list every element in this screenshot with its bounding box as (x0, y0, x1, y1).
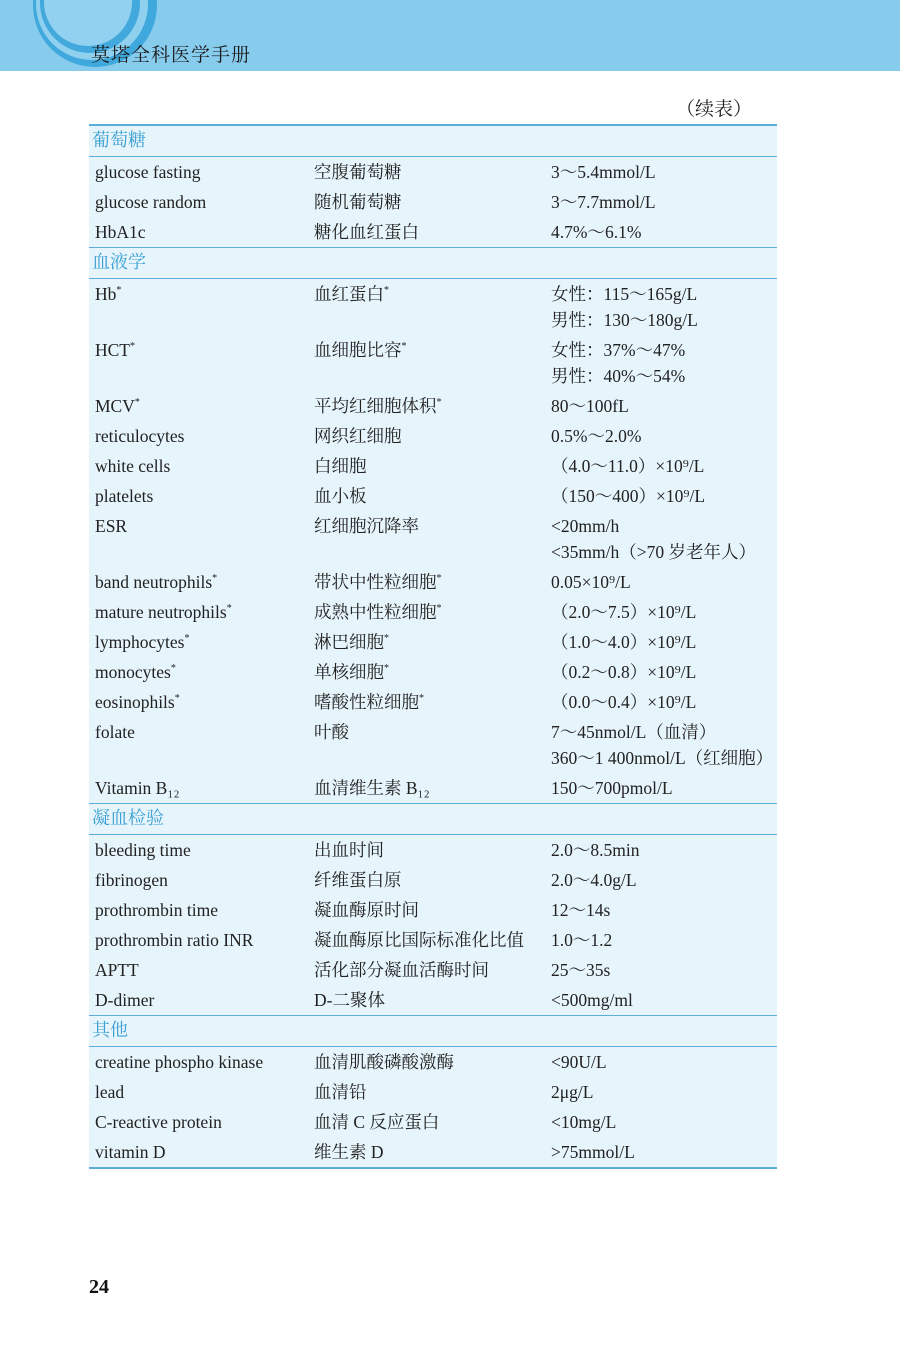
english-name: lymphocytes (95, 632, 185, 652)
reference-range: 2μg/L (551, 1082, 594, 1102)
footnote-marker: * (212, 573, 218, 584)
footnote-marker: * (436, 397, 442, 408)
footnote-marker: * (384, 633, 389, 644)
chinese-name-cell (314, 159, 551, 185)
chinese-name-cell (314, 281, 551, 333)
reference-range-cell (551, 393, 777, 419)
english-name-cell (89, 513, 314, 565)
reference-range-cell (551, 1079, 777, 1105)
reference-range-cell (551, 513, 777, 565)
reference-range: <35mm/h（>70 岁老年人） (551, 542, 756, 562)
footnote-marker: * (184, 633, 190, 644)
reference-range: >75mmol/L (551, 1142, 635, 1162)
chinese-name: 随机葡萄糖 (314, 192, 402, 212)
reference-range-cell (551, 867, 777, 893)
english-name: creatine phospho kinase (95, 1052, 264, 1072)
chinese-name-cell (314, 659, 551, 685)
footnote-marker: * (384, 663, 389, 674)
english-name: vitamin D (95, 1142, 166, 1162)
english-name-cell (89, 867, 314, 893)
table-row (89, 1137, 777, 1167)
chinese-name-cell (314, 1049, 551, 1075)
english-name: Vitamin B₁₂ (95, 778, 180, 798)
reference-range: 男性：130～180g/L (551, 310, 698, 330)
chinese-name-cell (314, 453, 551, 479)
reference-range-cell (551, 1049, 777, 1075)
reference-range-cell (551, 599, 777, 625)
chinese-name: 白细胞 (314, 456, 367, 476)
table-row (89, 657, 777, 687)
english-name: ESR (95, 516, 128, 536)
english-name: monocytes (95, 662, 171, 682)
table-row (89, 511, 777, 567)
reference-range: （0.2～0.8）×10⁹/L (551, 662, 697, 682)
english-name-cell (89, 337, 314, 389)
reference-range: 150～700pmol/L (551, 778, 673, 798)
section-header: 其他 (89, 1015, 777, 1047)
english-name-cell (89, 189, 314, 215)
reference-range: 360～1 400nmol/L（红细胞） (551, 748, 774, 768)
english-name-cell (89, 987, 314, 1013)
chinese-name-cell (314, 423, 551, 449)
footnote-marker: * (419, 693, 424, 704)
reference-range: 0.05×10⁹/L (551, 572, 631, 592)
reference-range: 男性：40%～54% (551, 366, 686, 386)
chinese-name: 活化部分凝血活酶时间 (314, 960, 489, 980)
table-row (89, 717, 777, 773)
footnote-marker: * (226, 603, 232, 614)
english-name: mature neutrophils (95, 602, 227, 622)
reference-range-cell (551, 159, 777, 185)
chinese-name-cell (314, 393, 551, 419)
reference-range: 1.0～1.2 (551, 930, 613, 950)
chinese-name: 空腹葡萄糖 (314, 162, 402, 182)
table-row (89, 773, 777, 803)
chinese-name-cell (314, 957, 551, 983)
table-row (89, 335, 777, 391)
english-name: glucose fasting (95, 162, 201, 182)
reference-range: 0.5%～2.0% (551, 426, 642, 446)
reference-range: （2.0～7.5）×10⁹/L (551, 602, 697, 622)
english-name-cell (89, 719, 314, 771)
chinese-name: 凝血酶原比国际标准化比值 (314, 930, 524, 950)
chinese-name-cell (314, 483, 551, 509)
chinese-name: 单核细胞 (314, 662, 384, 682)
section-header: 血液学 (89, 247, 777, 279)
reference-range-cell (551, 569, 777, 595)
footnote-marker: * (134, 397, 140, 408)
english-name: glucose random (95, 192, 207, 212)
reference-range-cell (551, 1139, 777, 1165)
english-name-cell (89, 159, 314, 185)
table-row (89, 1077, 777, 1107)
english-name-cell (89, 483, 314, 509)
chinese-name-cell (314, 987, 551, 1013)
english-name-cell (89, 219, 314, 245)
reference-range-cell (551, 719, 777, 771)
english-name-cell (89, 1109, 314, 1135)
reference-range-cell (551, 1109, 777, 1135)
chinese-name: 血清 C 反应蛋白 (314, 1112, 440, 1132)
footnote-marker: * (436, 573, 442, 584)
reference-range-cell (551, 775, 777, 801)
table-row (89, 1107, 777, 1137)
chinese-name: 平均红细胞体积 (314, 396, 437, 416)
table-row (89, 597, 777, 627)
reference-range-cell (551, 659, 777, 685)
table-row (89, 567, 777, 597)
chinese-name: 血清铅 (314, 1082, 367, 1102)
reference-range: 女性：115～165g/L (551, 284, 698, 304)
english-name: band neutrophils (95, 572, 213, 592)
chinese-name: 淋巴细胞 (314, 632, 384, 652)
reference-range: <90U/L (551, 1052, 607, 1072)
english-name: prothrombin ratio INR (95, 930, 254, 950)
english-name-cell (89, 897, 314, 923)
english-name: APTT (95, 960, 139, 980)
table-row (89, 865, 777, 895)
footnote-marker: * (436, 603, 442, 614)
english-name-cell (89, 957, 314, 983)
table-row (89, 985, 777, 1015)
reference-range-cell (551, 897, 777, 923)
english-name-cell (89, 393, 314, 419)
english-name: bleeding time (95, 840, 191, 860)
reference-range-cell (551, 957, 777, 983)
english-name-cell (89, 453, 314, 479)
reference-range: 7～45nmol/L（血清） (551, 722, 717, 742)
reference-range-cell (551, 927, 777, 953)
table-row (89, 627, 777, 657)
reference-range: 3～5.4mmol/L (551, 162, 656, 182)
chinese-name-cell (314, 689, 551, 715)
english-name-cell (89, 689, 314, 715)
chinese-name: 维生素 D (314, 1142, 384, 1162)
english-name-cell (89, 1079, 314, 1105)
reference-range-cell (551, 423, 777, 449)
chinese-name: 血红蛋白 (314, 284, 384, 304)
table-row (89, 895, 777, 925)
reference-range: 12～14s (551, 900, 611, 920)
chinese-name-cell (314, 837, 551, 863)
reference-range: （1.0～4.0）×10⁹/L (551, 632, 697, 652)
english-name: folate (95, 722, 135, 742)
chinese-name: 成熟中性粒细胞 (314, 602, 437, 622)
footnote-marker: * (170, 663, 176, 674)
chinese-name: 嗜酸性粒细胞 (314, 692, 419, 712)
reference-range: 女性：37%～47% (551, 340, 686, 360)
english-name-cell (89, 837, 314, 863)
table-row (89, 835, 777, 865)
table-row (89, 687, 777, 717)
english-name: platelets (95, 486, 154, 506)
table-row (89, 217, 777, 247)
reference-range: （4.0～11.0）×10⁹/L (551, 456, 705, 476)
chinese-name: 血小板 (314, 486, 367, 506)
reference-range-cell (551, 337, 777, 389)
english-name: HCT (95, 340, 130, 360)
reference-range: 3～7.7mmol/L (551, 192, 656, 212)
reference-range: 2.0～4.0g/L (551, 870, 637, 890)
english-name: prothrombin time (95, 900, 218, 920)
chinese-name-cell (314, 569, 551, 595)
footnote-marker: * (384, 285, 389, 296)
table-row (89, 1047, 777, 1077)
chinese-name-cell (314, 189, 551, 215)
english-name-cell (89, 1049, 314, 1075)
reference-range: <10mg/L (551, 1112, 617, 1132)
english-name: white cells (95, 456, 171, 476)
chinese-name-cell (314, 897, 551, 923)
table-row (89, 157, 777, 187)
chinese-name-cell (314, 1079, 551, 1105)
english-name: Hb (95, 284, 117, 304)
chinese-name: 出血时间 (314, 840, 384, 860)
english-name: lead (95, 1082, 125, 1102)
reference-range-cell (551, 453, 777, 479)
reference-range-cell (551, 689, 777, 715)
reference-range-cell (551, 281, 777, 333)
footnote-marker: * (130, 341, 135, 352)
reference-range: 2.0～8.5min (551, 840, 640, 860)
footnote-marker: * (401, 341, 407, 352)
chinese-name-cell (314, 513, 551, 565)
chinese-name: 凝血酶原时间 (314, 900, 419, 920)
chinese-name-cell (314, 775, 551, 801)
table-row (89, 955, 777, 985)
chinese-name: 纤维蛋白原 (314, 870, 402, 890)
chinese-name-cell (314, 1109, 551, 1135)
footnote-marker: * (116, 285, 122, 296)
reference-range: （150～400）×10⁹/L (551, 486, 706, 506)
chinese-name: 叶酸 (314, 722, 349, 742)
english-name: fibrinogen (95, 870, 168, 890)
reference-range-cell (551, 837, 777, 863)
english-name-cell (89, 569, 314, 595)
chinese-name: 红细胞沉降率 (314, 516, 419, 536)
reference-values-table (89, 124, 777, 1169)
reference-range-cell (551, 219, 777, 245)
chinese-name: 血清肌酸磷酸激酶 (314, 1052, 454, 1072)
table-row (89, 421, 777, 451)
english-name: C-reactive protein (95, 1112, 222, 1132)
table-row (89, 925, 777, 955)
table-row (89, 187, 777, 217)
reference-range: <500mg/ml (551, 990, 633, 1010)
chinese-name-cell (314, 599, 551, 625)
reference-range-cell (551, 483, 777, 509)
english-name: HbA1c (95, 222, 146, 242)
chinese-name: 带状中性粒细胞 (314, 572, 437, 592)
reference-range: 80～100fL (551, 396, 629, 416)
page-number: 24 (89, 1276, 109, 1298)
chinese-name-cell (314, 927, 551, 953)
english-name-cell (89, 659, 314, 685)
english-name-cell (89, 629, 314, 655)
footnote-marker: * (174, 693, 180, 704)
reference-range-cell (551, 189, 777, 215)
english-name-cell (89, 423, 314, 449)
chinese-name-cell (314, 1139, 551, 1165)
chinese-name: 糖化血红蛋白 (314, 222, 419, 242)
table-row (89, 391, 777, 421)
reference-range: <20mm/h (551, 516, 620, 536)
chinese-name: D-二聚体 (314, 990, 385, 1010)
reference-range-cell (551, 629, 777, 655)
section-header: 葡萄糖 (89, 126, 777, 157)
continued-label: （续表） (676, 99, 753, 120)
english-name: eosinophils (95, 692, 175, 712)
english-name: D-dimer (95, 990, 155, 1010)
table-row (89, 481, 777, 511)
reference-range: 4.7%～6.1% (551, 222, 642, 242)
chinese-name-cell (314, 219, 551, 245)
section-header: 凝血检验 (89, 803, 777, 835)
reference-range: （0.0～0.4）×10⁹/L (551, 692, 697, 712)
chinese-name: 血清维生素 B₁₂ (314, 778, 430, 798)
chinese-name: 网织红细胞 (314, 426, 402, 446)
chinese-name-cell (314, 337, 551, 389)
chinese-name-cell (314, 629, 551, 655)
english-name-cell (89, 281, 314, 333)
english-name-cell (89, 1139, 314, 1165)
table-row (89, 279, 777, 335)
table-row (89, 451, 777, 481)
english-name: reticulocytes (95, 426, 185, 446)
english-name-cell (89, 927, 314, 953)
english-name-cell (89, 599, 314, 625)
chinese-name-cell (314, 867, 551, 893)
reference-range-cell (551, 987, 777, 1013)
chinese-name: 血细胞比容 (314, 340, 402, 360)
chinese-name-cell (314, 719, 551, 771)
english-name: MCV (95, 396, 135, 416)
english-name-cell (89, 775, 314, 801)
book-title: 莫塔全科医学手册 (91, 44, 252, 66)
reference-range: 25～35s (551, 960, 611, 980)
